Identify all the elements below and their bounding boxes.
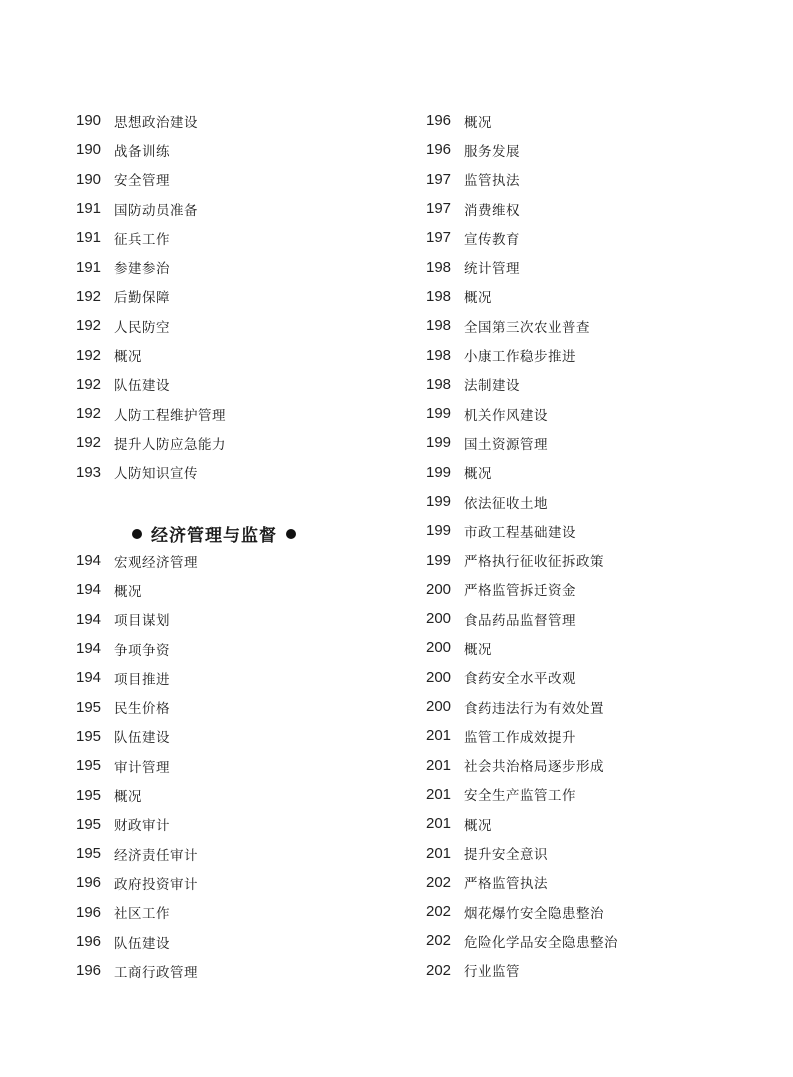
toc-right-column	[426, 106, 726, 985]
toc-entry-title: 严格监管拆迁资金	[464, 583, 576, 600]
toc-entry	[76, 634, 376, 663]
toc-entry	[426, 721, 726, 750]
toc-entry	[426, 165, 726, 194]
toc-page-number: 195	[76, 698, 102, 716]
toc-entry	[76, 839, 376, 868]
toc-entry	[426, 868, 726, 897]
toc-page-number: 198	[426, 317, 452, 335]
toc-entry	[426, 633, 726, 662]
toc-page-number: 200	[426, 639, 452, 657]
toc-page-number: 198	[426, 375, 452, 393]
toc-entry-title: 概况	[464, 466, 492, 483]
toc-page-number: 197	[426, 170, 452, 188]
toc-entry-title: 提升安全意识	[464, 847, 548, 864]
toc-entry-title: 严格监管执法	[464, 876, 548, 893]
toc-page-number: 196	[426, 112, 452, 130]
toc-entry	[426, 487, 726, 516]
toc-entry	[76, 927, 376, 956]
toc-entry	[426, 252, 726, 281]
toc-page-number: 202	[426, 903, 452, 921]
toc-page-number: 201	[426, 815, 452, 833]
toc-entry	[76, 692, 376, 721]
toc-entry	[76, 898, 376, 927]
toc-page-number: 195	[76, 845, 102, 863]
toc-entry-title: 社会共治格局逐步形成	[464, 759, 604, 776]
toc-entry-title: 人防工程维护管理	[114, 407, 226, 424]
toc-entry-title: 小康工作稳步推进	[464, 349, 576, 366]
toc-page-number: 197	[426, 200, 452, 218]
toc-entry-title: 食品药品监督管理	[464, 612, 576, 629]
toc-entry-title: 人民防空	[114, 319, 170, 336]
toc-entry-title: 队伍建设	[114, 935, 170, 952]
toc-page-number: 198	[426, 258, 452, 276]
toc-entry-title: 统计管理	[464, 261, 520, 278]
toc-page-number: 199	[426, 522, 452, 540]
toc-page-number: 198	[426, 287, 452, 305]
toc-entry	[426, 282, 726, 311]
toc-entry	[426, 223, 726, 252]
toc-entry-title: 队伍建设	[114, 378, 170, 395]
toc-entry	[426, 340, 726, 369]
toc-page-number: 194	[76, 552, 102, 570]
toc-entry-title: 食药安全水平改观	[464, 671, 576, 688]
toc-entry-title: 审计管理	[114, 759, 170, 776]
toc-entry-title: 参建参治	[114, 261, 170, 278]
toc-entry	[76, 165, 376, 194]
toc-entry-title: 社区工作	[114, 906, 170, 923]
toc-entry-title: 争项争资	[114, 642, 170, 659]
toc-entry-title: 概况	[464, 290, 492, 307]
toc-entry-title: 国防动员准备	[114, 202, 198, 219]
toc-entry-title: 烟花爆竹安全隐患整治	[464, 905, 604, 922]
toc-page-number: 194	[76, 669, 102, 687]
toc-entry	[426, 370, 726, 399]
toc-entry	[426, 399, 726, 428]
toc-entry-title: 消费维权	[464, 202, 520, 219]
toc-entry-title: 概况	[464, 114, 492, 131]
section-heading	[132, 521, 296, 546]
toc-entry	[76, 546, 376, 575]
toc-entry	[76, 311, 376, 340]
toc-entry-title: 项目谋划	[114, 613, 170, 630]
toc-page-number: 192	[76, 405, 102, 423]
toc-page-number: 191	[76, 258, 102, 276]
toc-entry	[76, 370, 376, 399]
toc-entry	[426, 838, 726, 867]
toc-entry	[426, 926, 726, 955]
toc-page-number: 192	[76, 317, 102, 335]
toc-page-number: 194	[76, 610, 102, 628]
toc-entry	[76, 135, 376, 164]
toc-entry-title: 征兵工作	[114, 231, 170, 248]
toc-entry	[426, 751, 726, 780]
toc-entry-title: 后勤保障	[114, 290, 170, 307]
toc-page-number: 195	[76, 757, 102, 775]
toc-page-number: 191	[76, 200, 102, 218]
toc-entry-title: 服务发展	[464, 143, 520, 160]
toc-page-number: 201	[426, 785, 452, 803]
toc-page-number: 199	[426, 405, 452, 423]
toc-page-number: 196	[76, 962, 102, 980]
toc-page-number: 194	[76, 581, 102, 599]
toc-entry-title: 队伍建设	[114, 730, 170, 747]
toc-page-number: 199	[426, 463, 452, 481]
bullet-dot-icon	[132, 529, 142, 539]
toc-page-number: 196	[76, 874, 102, 892]
toc-page-number: 202	[426, 961, 452, 979]
toc-entry	[426, 428, 726, 457]
toc-entry-title: 工商行政管理	[114, 964, 198, 981]
toc-page-number: 196	[426, 141, 452, 159]
toc-entry	[76, 399, 376, 428]
bullet-dot-icon	[286, 529, 296, 539]
toc-entry	[426, 135, 726, 164]
toc-entry-title: 全国第三次农业普查	[464, 319, 590, 336]
toc-entry	[76, 194, 376, 223]
toc-entry	[76, 223, 376, 252]
toc-entry	[426, 897, 726, 926]
toc-page-number: 196	[76, 933, 102, 950]
toc-entry	[76, 282, 376, 311]
toc-entry-title: 市政工程基础建设	[464, 524, 576, 541]
toc-entry	[426, 545, 726, 574]
toc-entry-title: 安全生产监管工作	[464, 788, 576, 805]
toc-entry-title: 政府投资审计	[114, 876, 198, 893]
toc-entry-title: 法制建设	[464, 378, 520, 395]
toc-entry	[76, 956, 376, 985]
toc-page-number: 202	[426, 932, 452, 950]
toc-section-entries	[76, 546, 376, 985]
toc-page-number: 200	[426, 580, 452, 598]
toc-entry	[426, 809, 726, 838]
toc-page-number: 194	[76, 640, 102, 658]
toc-entry-title: 概况	[464, 641, 492, 658]
toc-entry	[426, 106, 726, 135]
toc-entry	[76, 868, 376, 897]
toc-page-number: 201	[426, 727, 452, 745]
toc-page-number: 192	[76, 287, 102, 305]
toc-entry	[76, 252, 376, 281]
toc-entry-title: 宣传教育	[464, 231, 520, 248]
toc-page-number: 200	[426, 668, 452, 686]
toc-page-number: 197	[426, 229, 452, 247]
toc-page-number: 195	[76, 786, 102, 804]
toc-entry	[76, 428, 376, 457]
toc-page-number: 200	[426, 610, 452, 628]
toc-page-number: 201	[426, 844, 452, 862]
toc-entry-title: 财政审计	[114, 818, 170, 835]
toc-entry	[76, 810, 376, 839]
toc-entry-title: 监管工作成效提升	[464, 729, 576, 746]
toc-entry	[76, 722, 376, 751]
toc-entry	[426, 663, 726, 692]
toc-entry-title: 战备训练	[114, 143, 170, 160]
section-heading-text: 经济管理与监督	[151, 526, 277, 546]
toc-entry	[426, 604, 726, 633]
toc-entry-title: 提升人防应急能力	[114, 436, 226, 453]
toc-page-number: 190	[76, 141, 102, 159]
toc-entry-title: 概况	[464, 817, 492, 834]
toc-entry	[426, 516, 726, 545]
toc-page-number: 198	[426, 346, 452, 364]
toc-page-number: 201	[426, 756, 452, 774]
toc-entry	[426, 311, 726, 340]
toc-entry-title: 监管执法	[464, 173, 520, 190]
toc-entry	[76, 106, 376, 135]
toc-entry	[76, 340, 376, 369]
toc-page-number: 192	[76, 346, 102, 364]
toc-entry	[426, 692, 726, 721]
toc-page-number: 199	[426, 493, 452, 510]
toc-entry-title: 思想政治建设	[114, 114, 198, 131]
toc-page-number: 191	[76, 229, 102, 247]
toc-page-number: 190	[76, 112, 102, 130]
toc-entry	[426, 458, 726, 487]
toc-page-number: 200	[426, 698, 452, 716]
toc-entry-title: 概况	[114, 583, 142, 600]
toc-entry-title: 危险化学品安全隐患整治	[464, 934, 618, 951]
toc-entry-title: 项目推进	[114, 671, 170, 688]
toc-entry-title: 宏观经济管理	[114, 554, 198, 571]
toc-page-number: 199	[426, 434, 452, 452]
toc-page-number: 192	[76, 375, 102, 393]
toc-page-number: 199	[426, 551, 452, 569]
toc-entry	[76, 575, 376, 604]
toc-entry-title: 严格执行征收征拆政策	[464, 554, 604, 571]
toc-entry	[76, 780, 376, 809]
toc-entry	[426, 956, 726, 985]
toc-entry	[76, 663, 376, 692]
toc-entry	[76, 605, 376, 634]
toc-page-number: 196	[76, 903, 102, 921]
toc-entry-title: 安全管理	[114, 173, 170, 190]
toc-entry-title: 国土资源管理	[464, 436, 548, 453]
toc-entry	[76, 458, 376, 487]
toc-entry-title: 依法征收土地	[464, 495, 548, 512]
toc-page-number: 192	[76, 434, 102, 452]
toc-entry-title: 食药违法行为有效处置	[464, 700, 604, 717]
toc-entry-title: 民生价格	[114, 701, 170, 718]
toc-entry	[426, 780, 726, 809]
toc-entry	[76, 751, 376, 780]
toc-entry-title: 机关作风建设	[464, 407, 548, 424]
toc-page-number: 195	[76, 815, 102, 833]
toc-entry	[426, 575, 726, 604]
toc-entry-title: 行业监管	[464, 964, 520, 981]
toc-entry-title: 概况	[114, 789, 142, 806]
toc-entry	[426, 194, 726, 223]
toc-page-number: 190	[76, 170, 102, 188]
toc-entry-title: 概况	[114, 349, 142, 366]
toc-entry-title: 经济责任审计	[114, 847, 198, 864]
toc-entry-title: 人防知识宣传	[114, 466, 198, 483]
toc-left-column	[76, 106, 376, 487]
toc-page-number: 193	[76, 463, 102, 481]
toc-page-number: 195	[76, 727, 102, 745]
toc-page-number: 202	[426, 873, 452, 891]
